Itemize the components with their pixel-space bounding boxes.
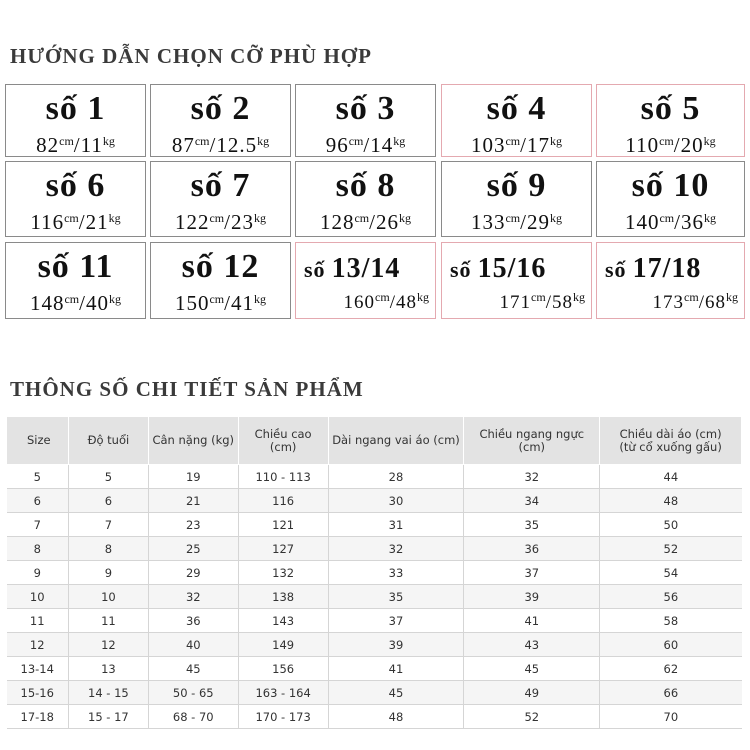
table-cell: 6 <box>68 489 148 513</box>
size-box <box>295 161 436 237</box>
size-box-label: số 5 <box>640 90 701 127</box>
table-cell: 132 <box>238 561 328 585</box>
size-box-label: số 8 <box>335 167 396 204</box>
size-box-weight: 26 <box>376 210 399 234</box>
header-chest: Chiều ngang ngực (cm) <box>464 417 600 465</box>
size-box-label: số 11 <box>37 248 114 285</box>
size-box-height-unit: cm <box>375 290 390 304</box>
size-box-label <box>304 249 435 290</box>
spec-table-body <box>7 465 742 729</box>
size-box-label: số 10 <box>631 167 710 204</box>
size-box-weight: 11 <box>80 133 103 157</box>
size-box-height: 82 <box>36 133 60 157</box>
size-box-label: số 1 <box>45 90 106 127</box>
size-box-weight: 23 <box>231 210 254 234</box>
table-cell: 32 <box>148 585 238 609</box>
table-cell: 170 - 173 <box>238 705 328 729</box>
size-box-height-unit: cm <box>209 211 225 225</box>
table-cell: 50 - 65 <box>148 681 238 705</box>
size-box-measurement: $122^{cm}/23^{kg}$ <box>174 210 266 234</box>
spec-table-header-row <box>7 417 742 465</box>
table-cell: 156 <box>238 657 328 681</box>
size-box-weight: 40 <box>86 291 109 315</box>
size-box-height: 116 <box>30 210 65 234</box>
table-row <box>7 633 742 657</box>
size-guide-grid <box>5 84 745 320</box>
size-box-height-unit: cm <box>209 292 225 306</box>
table-row <box>7 489 742 513</box>
table-cell: 37 <box>464 561 600 585</box>
size-box-weight: 21 <box>85 210 109 234</box>
size-box-number: 13/14 <box>331 253 401 284</box>
size-box-label: số 12 <box>181 248 260 285</box>
size-box-height-unit: cm <box>505 211 521 225</box>
table-cell: 138 <box>238 585 328 609</box>
table-cell: 5 <box>68 465 148 489</box>
size-box-height-unit: cm <box>659 134 674 148</box>
size-box <box>596 161 745 237</box>
size-box-weight: 58 <box>552 292 573 313</box>
table-cell: 48 <box>600 489 742 513</box>
table-cell: 110 - 113 <box>238 465 328 489</box>
size-box-label: số 3 <box>335 90 396 127</box>
table-row <box>7 585 742 609</box>
size-box-measurement: $148^{cm}/40^{kg}$ <box>29 291 121 315</box>
table-cell: 37 <box>328 609 464 633</box>
size-box-weight: 29 <box>527 210 550 234</box>
size-box-measurement: $82^{cm}/11^{kg}$ <box>36 133 115 157</box>
size-box-measurement: $150^{cm}/41^{kg}$ <box>174 291 266 315</box>
size-box-height-unit: cm <box>354 211 370 225</box>
header-length <box>600 417 742 465</box>
size-box-height: 133 <box>470 210 506 234</box>
table-cell: 36 <box>464 537 600 561</box>
size-box-weight-unit: kg <box>257 134 270 148</box>
table-cell: 11 <box>7 609 69 633</box>
size-box-weight-unit: kg <box>108 211 121 225</box>
size-box-weight: 17 <box>527 133 550 157</box>
size-box-measurement: $103^{cm}/17^{kg}$ <box>470 133 562 157</box>
header-height: Chiều cao (cm) <box>238 417 328 465</box>
size-box-height: 148 <box>29 291 65 315</box>
size-box-height: 171 <box>499 292 532 313</box>
size-box-height: 122 <box>174 210 210 234</box>
table-cell: 143 <box>238 609 328 633</box>
table-cell: 25 <box>148 537 238 561</box>
table-cell: 68 - 70 <box>148 705 238 729</box>
size-box <box>441 84 592 157</box>
table-cell: 8 <box>7 537 69 561</box>
table-row <box>7 609 742 633</box>
size-box-measurement: $171^{cm}/58^{kg}$ <box>499 290 585 313</box>
table-cell: 15-16 <box>7 681 69 705</box>
table-row <box>7 705 742 729</box>
size-box-weight: 14 <box>370 133 394 157</box>
size-box-weight-unit: kg <box>550 134 562 148</box>
spec-table-title: THÔNG SỐ CHI TIẾT SẢN PHẨM <box>10 377 364 401</box>
table-cell: 6 <box>7 489 69 513</box>
table-cell: 62 <box>600 657 742 681</box>
table-cell: 41 <box>464 609 600 633</box>
table-cell: 58 <box>600 609 742 633</box>
table-row <box>7 681 742 705</box>
size-box-prefix: số <box>605 257 627 282</box>
size-box-number: 15/16 <box>477 253 547 284</box>
size-box <box>596 84 745 157</box>
table-cell: 12 <box>68 633 148 657</box>
table-cell: 10 <box>7 585 69 609</box>
size-box-height-unit: cm <box>348 134 364 148</box>
size-box-weight-unit: kg <box>109 292 121 306</box>
size-box-height-unit: cm <box>64 292 80 306</box>
table-cell: 12 <box>7 633 69 657</box>
size-box-height-unit: cm <box>531 290 546 304</box>
table-cell: 49 <box>464 681 600 705</box>
size-box <box>295 84 436 157</box>
size-box-height: 103 <box>470 133 506 157</box>
size-box-weight: 41 <box>231 291 254 315</box>
table-row <box>7 657 742 681</box>
size-box-measurement: $160^{cm}/48^{kg}$ <box>343 290 429 313</box>
size-box <box>441 161 592 237</box>
size-box-measurement: $96^{cm}/14^{kg}$ <box>325 133 406 157</box>
size-box-height: 160 <box>343 292 376 313</box>
table-cell: 52 <box>464 705 600 729</box>
size-box-weight: 36 <box>681 210 704 234</box>
size-box-number: 17/18 <box>632 253 702 284</box>
table-cell: 50 <box>600 513 742 537</box>
table-cell: 45 <box>464 657 600 681</box>
header-length-line1: Chiều dài áo (cm) <box>619 426 722 441</box>
table-row <box>7 513 742 537</box>
table-cell: 23 <box>148 513 238 537</box>
table-cell: 48 <box>328 705 464 729</box>
table-cell: 36 <box>148 609 238 633</box>
size-box-weight-unit: kg <box>703 134 716 148</box>
table-cell: 28 <box>328 465 464 489</box>
table-cell: 10 <box>68 585 148 609</box>
size-box-measurement: $116^{cm}/21^{kg}$ <box>30 210 121 234</box>
size-box-weight-unit: kg <box>399 211 411 225</box>
table-cell: 121 <box>238 513 328 537</box>
size-box-weight-unit: kg <box>417 290 429 304</box>
size-box-label: số 9 <box>486 167 547 204</box>
table-cell: 60 <box>600 633 742 657</box>
table-cell: 13 <box>68 657 148 681</box>
size-box-label <box>450 249 591 290</box>
table-cell: 13-14 <box>7 657 69 681</box>
size-box-height-unit: cm <box>659 211 675 225</box>
table-cell: 14 - 15 <box>68 681 148 705</box>
size-box-weight: 68 <box>705 292 726 313</box>
size-box-height-unit: cm <box>64 211 79 225</box>
size-box <box>5 84 146 157</box>
size-box <box>150 242 291 319</box>
size-box-measurement: $128^{cm}/26^{kg}$ <box>319 210 411 234</box>
table-cell: 52 <box>600 537 742 561</box>
table-cell: 39 <box>328 633 464 657</box>
table-cell: 17-18 <box>7 705 69 729</box>
table-cell: 31 <box>328 513 464 537</box>
size-box-label: số 7 <box>190 167 251 204</box>
table-cell: 7 <box>7 513 69 537</box>
size-box-weight-unit: kg <box>254 292 266 306</box>
table-cell: 40 <box>148 633 238 657</box>
table-cell: 29 <box>148 561 238 585</box>
size-box-height: 110 <box>625 133 660 157</box>
table-cell: 33 <box>328 561 464 585</box>
size-box-label: số 4 <box>486 90 547 127</box>
size-box-height-unit: cm <box>59 134 74 148</box>
size-box-weight-unit: kg <box>704 211 716 225</box>
size-box <box>150 84 291 157</box>
size-box-label: số 2 <box>190 90 251 127</box>
table-cell: 5 <box>7 465 69 489</box>
table-row <box>7 465 742 489</box>
size-box-label: số 6 <box>45 167 106 204</box>
size-box-measurement: $110^{cm}/20^{kg}$ <box>625 133 716 157</box>
table-cell: 8 <box>68 537 148 561</box>
size-guide-title: HƯỚNG DẪN CHỌN CỠ PHÙ HỢP <box>10 44 372 68</box>
table-cell: 21 <box>148 489 238 513</box>
table-cell: 66 <box>600 681 742 705</box>
table-cell: 43 <box>464 633 600 657</box>
table-cell: 34 <box>464 489 600 513</box>
table-cell: 39 <box>464 585 600 609</box>
size-box-height: 150 <box>174 291 210 315</box>
size-box-height-unit: cm <box>194 134 210 148</box>
size-box-measurement: $173^{cm}/68^{kg}$ <box>652 290 738 313</box>
table-row <box>7 537 742 561</box>
table-cell: 11 <box>68 609 148 633</box>
table-cell: 35 <box>464 513 600 537</box>
size-box <box>295 242 436 319</box>
table-cell: 7 <box>68 513 148 537</box>
table-cell: 19 <box>148 465 238 489</box>
size-box-weight-unit: kg <box>254 211 266 225</box>
size-box-weight: 12.5 <box>216 133 258 157</box>
size-box-label <box>605 249 744 290</box>
table-cell: 56 <box>600 585 742 609</box>
header-length-line2: (từ cổ xuống gấu) <box>619 439 722 454</box>
table-cell: 54 <box>600 561 742 585</box>
table-cell: 45 <box>148 657 238 681</box>
table-cell: 35 <box>328 585 464 609</box>
table-cell: 127 <box>238 537 328 561</box>
header-shoulder: Dài ngang vai áo (cm) <box>328 417 464 465</box>
size-box-height: 96 <box>325 133 349 157</box>
size-box-weight-unit: kg <box>573 290 585 304</box>
size-box-height: 128 <box>319 210 355 234</box>
size-box-height: 173 <box>652 292 685 313</box>
size-box-weight-unit: kg <box>393 134 406 148</box>
size-box-height-unit: cm <box>505 134 521 148</box>
header-weight: Cân nặng (kg) <box>148 417 238 465</box>
table-cell: 44 <box>600 465 742 489</box>
size-box <box>150 161 291 237</box>
table-cell: 70 <box>600 705 742 729</box>
size-box-prefix: số <box>304 257 326 282</box>
size-box <box>596 242 745 319</box>
table-cell: 149 <box>238 633 328 657</box>
size-box <box>5 161 146 237</box>
table-cell: 41 <box>328 657 464 681</box>
size-box-prefix: số <box>450 257 472 282</box>
table-cell: 32 <box>464 465 600 489</box>
header-size: Size <box>7 417 69 465</box>
table-row <box>7 561 742 585</box>
size-box <box>441 242 592 319</box>
table-cell: 116 <box>238 489 328 513</box>
table-cell: 163 - 164 <box>238 681 328 705</box>
size-box-measurement: $133^{cm}/29^{kg}$ <box>470 210 562 234</box>
table-cell: 32 <box>328 537 464 561</box>
size-box-measurement: $140^{cm}/36^{kg}$ <box>624 210 716 234</box>
size-box-measurement: $87^{cm}/12.5^{kg}$ <box>171 133 270 157</box>
size-box-height: 87 <box>171 133 195 157</box>
size-box-weight: 48 <box>396 292 417 313</box>
spec-table <box>6 416 742 729</box>
size-box-weight-unit: kg <box>726 290 738 304</box>
table-cell: 9 <box>7 561 69 585</box>
size-box-height-unit: cm <box>684 290 699 304</box>
table-cell: 9 <box>68 561 148 585</box>
size-box <box>5 242 146 319</box>
size-box-weight: 20 <box>680 133 704 157</box>
size-box-weight-unit: kg <box>550 211 562 225</box>
table-cell: 15 - 17 <box>68 705 148 729</box>
header-age: Độ tuổi <box>68 417 148 465</box>
table-cell: 30 <box>328 489 464 513</box>
table-cell: 45 <box>328 681 464 705</box>
size-box-weight-unit: kg <box>102 134 115 148</box>
size-box-height: 140 <box>624 210 660 234</box>
